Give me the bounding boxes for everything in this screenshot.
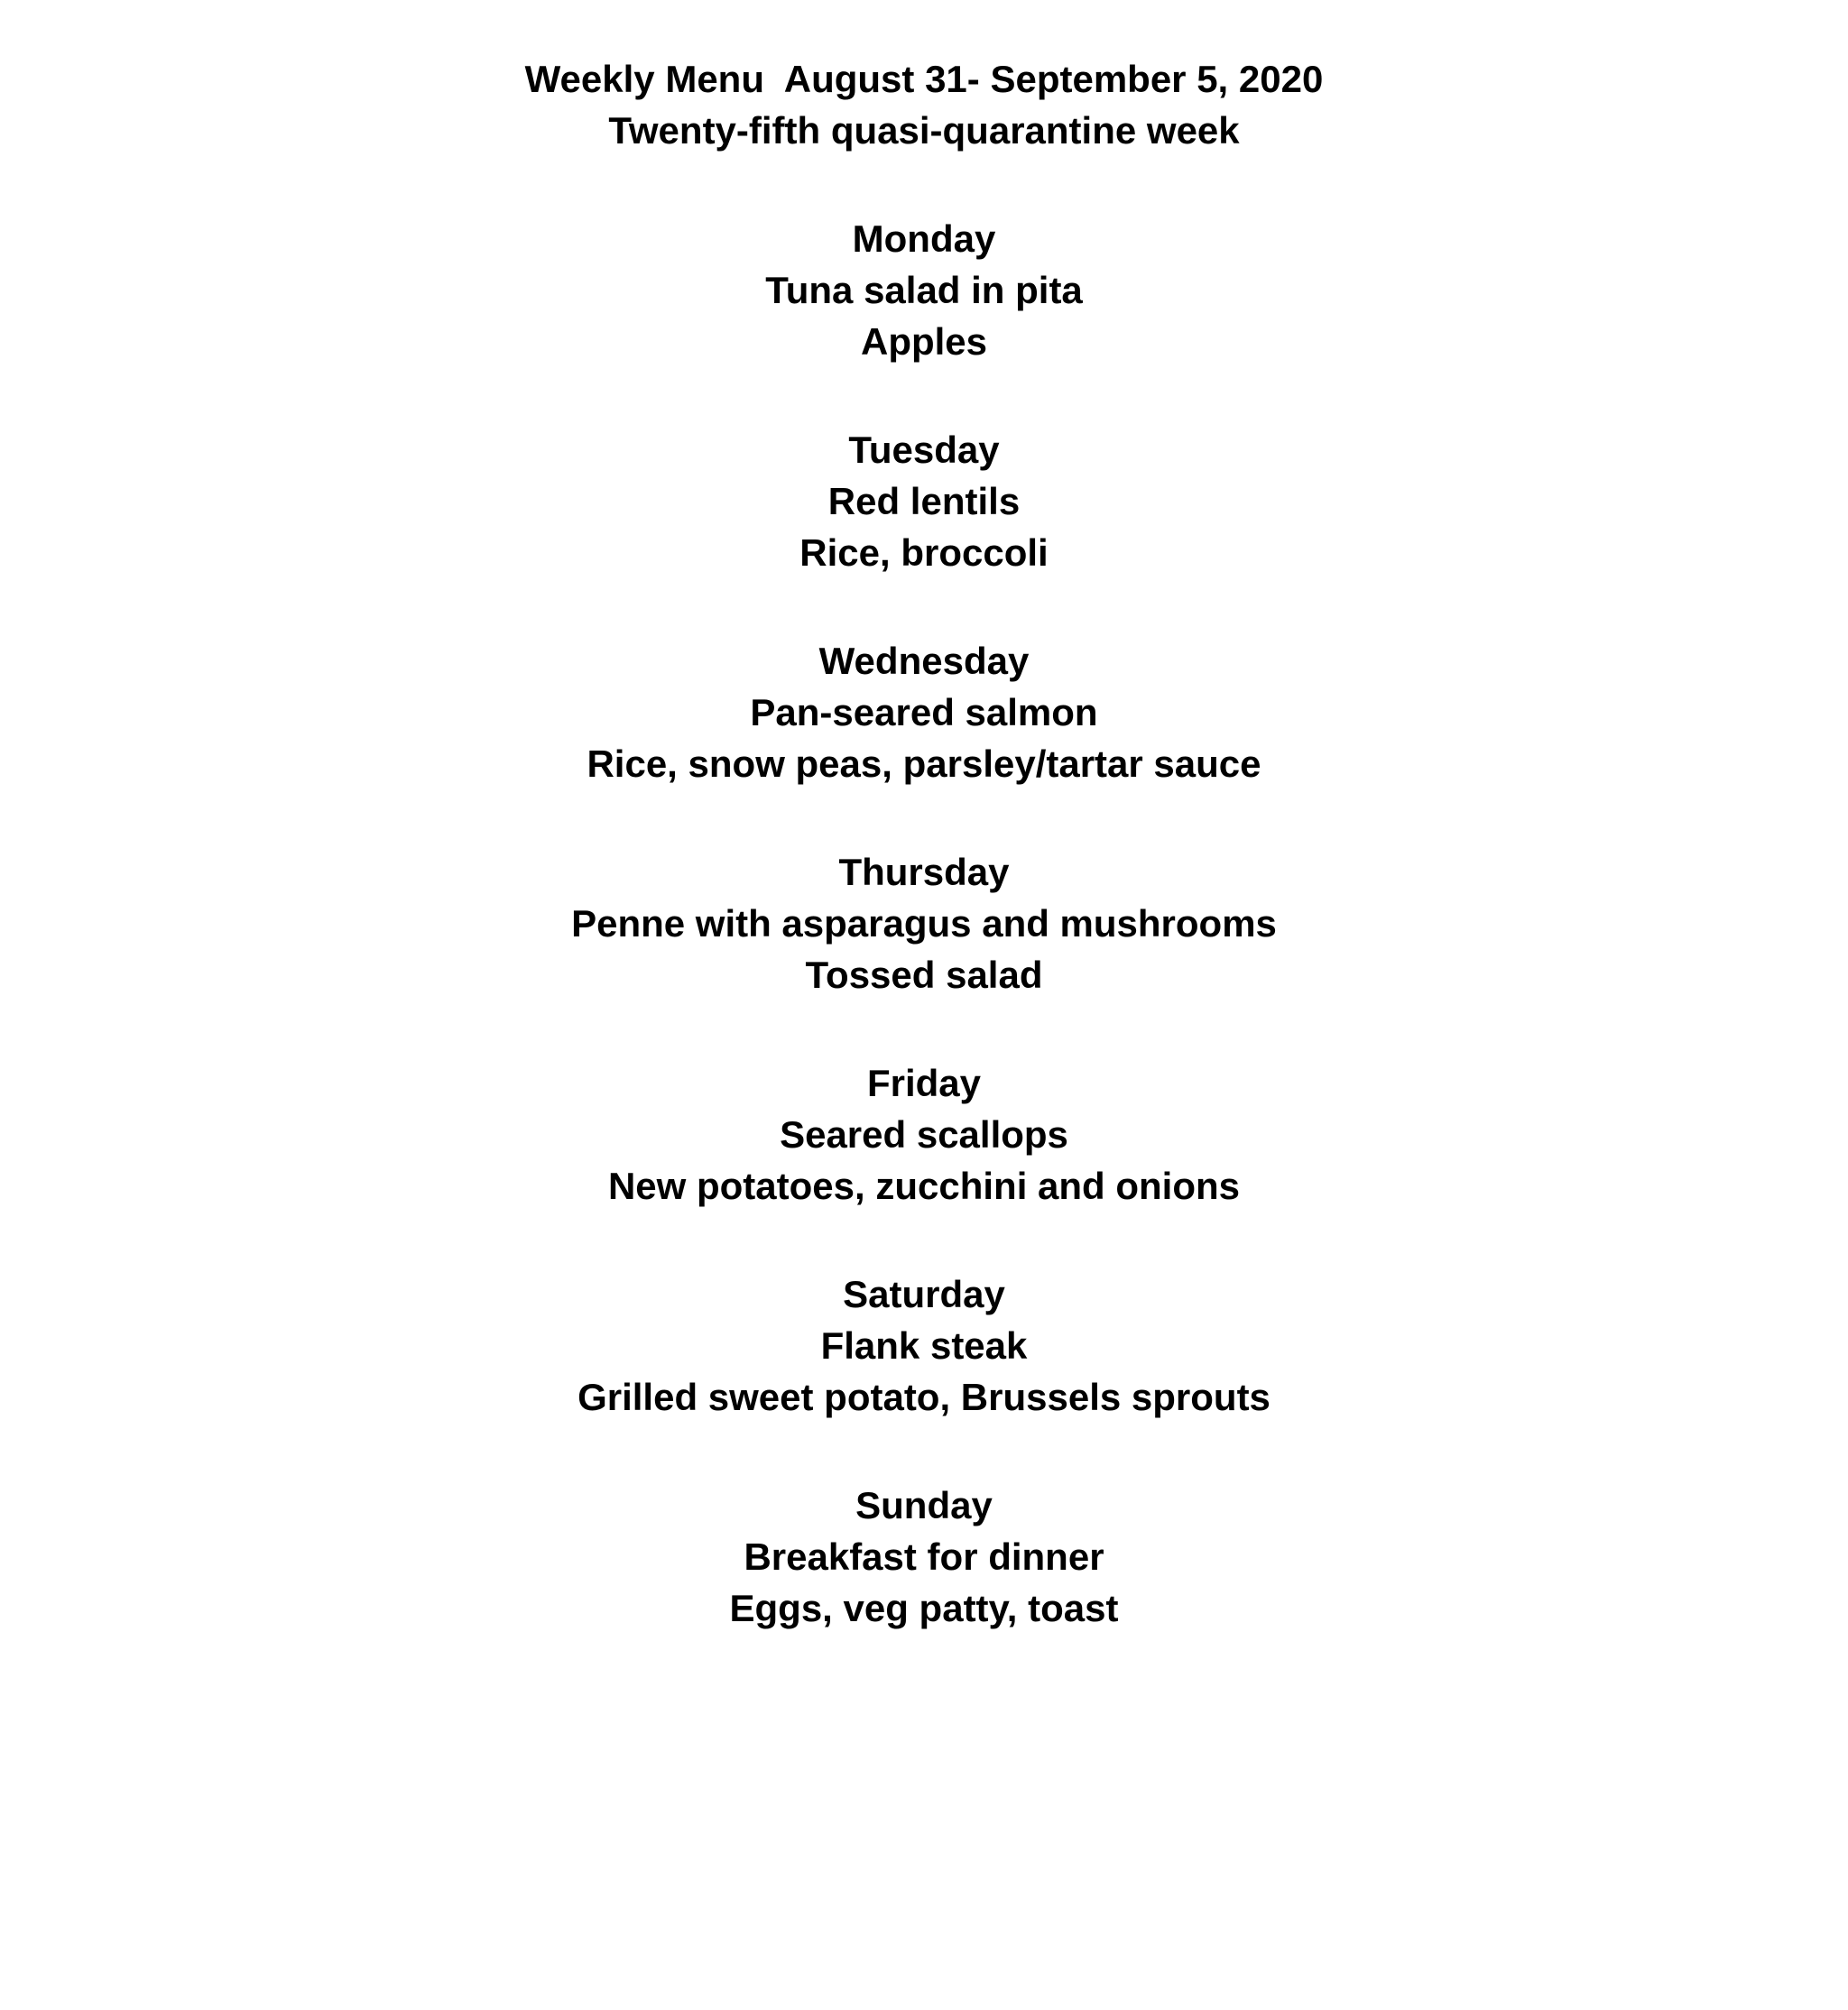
day-section-wednesday xyxy=(0,635,1848,789)
menu-item: Rice, broccoli xyxy=(799,531,1049,574)
day-name: Saturday xyxy=(843,1273,1005,1315)
day-section-monday xyxy=(0,213,1848,367)
menu-item: Apples xyxy=(860,320,988,363)
day-name: Thursday xyxy=(838,851,1010,893)
menu-item: Penne with asparagus and mushrooms xyxy=(571,902,1277,945)
day-name: Friday xyxy=(866,1062,982,1104)
menu-item: Breakfast for dinner xyxy=(744,1535,1104,1578)
menu-item: Rice, snow peas, parsley/tartar sauce xyxy=(587,742,1261,785)
menu-item: Seared scallops xyxy=(780,1113,1068,1156)
menu-item: Pan-seared salmon xyxy=(750,691,1098,733)
day-section-thursday xyxy=(0,846,1848,1000)
menu-item: Tossed salad xyxy=(805,954,1043,996)
day-name: Sunday xyxy=(855,1484,993,1526)
menu-item: Grilled sweet potato, Brussels sprouts xyxy=(578,1376,1270,1418)
day-name: Wednesday xyxy=(818,640,1030,682)
day-section-friday xyxy=(0,1057,1848,1212)
day-section-sunday xyxy=(0,1480,1848,1634)
menu-item: New potatoes, zucchini and onions xyxy=(607,1165,1241,1207)
document-title: Weekly Menu August 31- September 5, 2020 xyxy=(524,58,1324,100)
menu-item: Red lentils xyxy=(827,480,1021,522)
menu-item: Eggs, veg patty, toast xyxy=(729,1587,1119,1629)
day-section-tuesday xyxy=(0,424,1848,578)
day-name: Tuesday xyxy=(848,429,1000,471)
document-header xyxy=(0,53,1848,156)
document-subtitle: Twenty-fifth quasi-quarantine week xyxy=(608,109,1240,152)
menu-item: Flank steak xyxy=(820,1324,1028,1367)
day-name: Monday xyxy=(852,217,996,260)
day-section-saturday xyxy=(0,1268,1848,1423)
menu-item: Tuna salad in pita xyxy=(765,269,1083,311)
